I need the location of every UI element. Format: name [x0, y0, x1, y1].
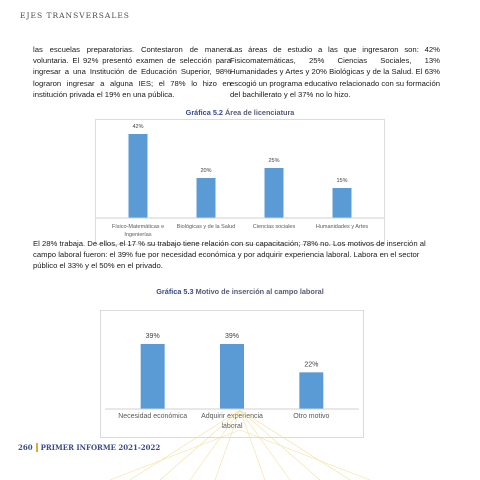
chart1-category-label: Biológicas y de la Salud — [176, 224, 236, 230]
chart1-title: Área de licenciatura — [225, 108, 295, 117]
left-column-text: las escuelas preparatorias. Contestaron de manera voluntaria. El 92% presentó examen de selección para ingresar a una Institución de Educación Superior, 98% lograron ingresar a alguna IES; el 78% lo hizo en institución privada el 19% en una pública. — [33, 45, 231, 99]
chart1-value-label: 20% — [200, 168, 212, 174]
chart2-value-label: 22% — [304, 361, 319, 369]
chart1-value-label: 15% — [336, 178, 348, 184]
right-column-text: Las áreas de estudio a las que ingresaron son: 42% Fisicomatemáticas, 25% Ciencias Sociales, 13% Humanidades y Artes y 20% Biológicas y de la Salud. El 63% escogió un programa educativo relacionado con su formación del bachillerato y el 37% no lo hizo. — [230, 45, 440, 99]
chart2-category-label: Necesidad económica — [118, 413, 188, 420]
chart2-caption — [0, 287, 480, 296]
page-number: 260 — [18, 443, 38, 452]
page-footer — [18, 443, 160, 452]
chart1-category-label: Físico-Matemáticas e Ingenierías — [111, 224, 165, 238]
footer-title: PRIMER INFORME 2021-2022 — [40, 443, 161, 452]
chart2-category-label: Adquirir experiencia laboral — [201, 413, 263, 430]
chart2-number: Gráfica 5.3 — [156, 287, 194, 296]
decorative-lines — [0, 400, 480, 480]
chart1-frame — [95, 119, 385, 245]
chart1-category-label: Humanidades y Artes — [315, 224, 369, 230]
chart1-bar — [265, 168, 284, 218]
chart2-title: Motivo de inserción al campo laboral — [195, 287, 324, 296]
section-header: EJES TRANSVERSALES — [20, 11, 130, 20]
chart1-caption — [0, 108, 480, 117]
chart1-value-label: 42% — [132, 124, 144, 130]
chart1-bar — [129, 134, 148, 218]
chart1-svg — [96, 120, 384, 244]
chart1-value-label: 25% — [268, 158, 280, 164]
chart1-bar — [333, 188, 352, 218]
chart1-bar — [197, 178, 216, 218]
chart1-category-label: Ciencias sociales — [252, 224, 296, 230]
chart2-category-label: Otro motivo — [293, 413, 330, 420]
chart2-value-label: 39% — [145, 333, 160, 340]
chart1-number: Gráfica 5.2 — [185, 108, 223, 117]
paragraph-employment: El 28% trabaja. De ellos, el 17 % su trabajo tiene relación con su capacitación; 78% no. Los motivos de inserción al campo laboral fueron: el 39% fue por necesidad económica y por adquirir experiencia laboral. Labora en el sector público el 33% y el 50% en el privado. — [33, 239, 426, 271]
chart2-value-label: 39% — [224, 333, 240, 340]
